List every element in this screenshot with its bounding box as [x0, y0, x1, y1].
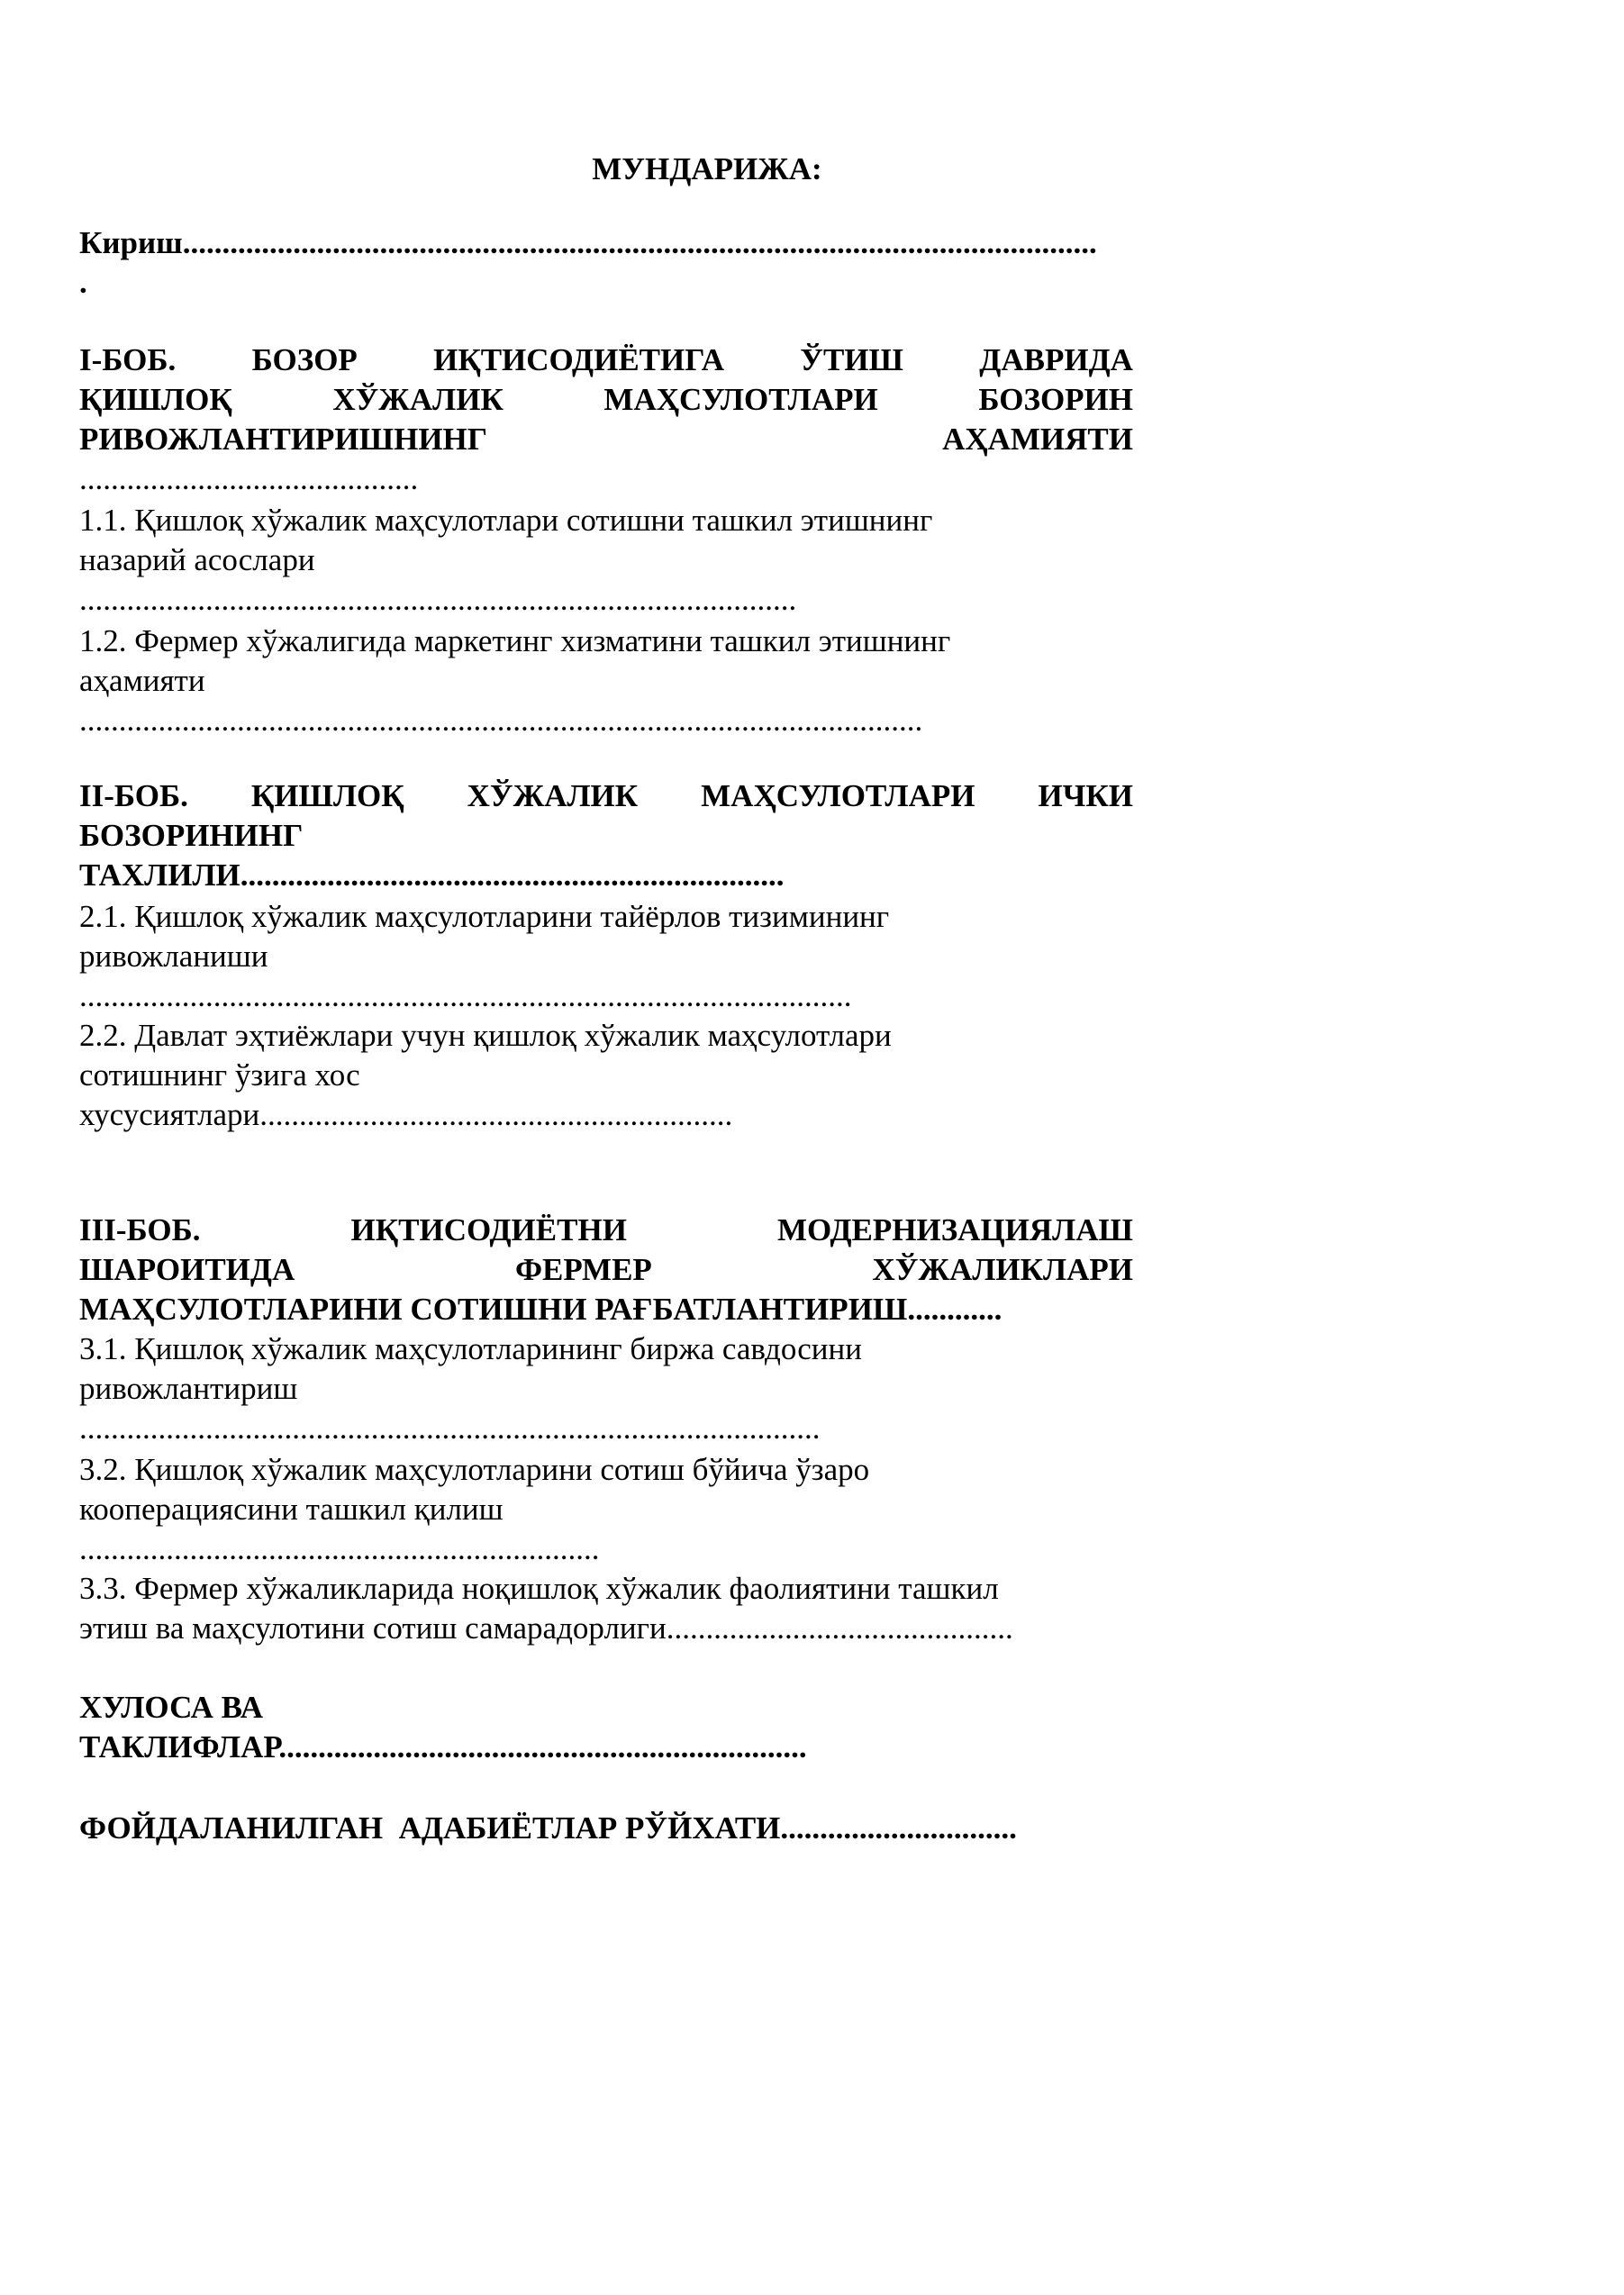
- references-leader-dots: ..............................: [780, 1810, 1017, 1846]
- toc-entry-2-1-line-2[interactable]: ривожланиши: [79, 939, 268, 974]
- word: ФЕРМЕР: [514, 1252, 652, 1287]
- word: ХЎЖАЛИК: [467, 778, 639, 813]
- toc-entry-3-3-line-2[interactable]: [79, 1609, 1133, 1648]
- word: ЎТИШ: [800, 342, 903, 377]
- conclusion-title-end: ТАКЛИФЛАР: [79, 1729, 279, 1764]
- toc-entry-1-2-line-2[interactable]: аҳамияти: [79, 663, 205, 698]
- toc-entry-1-2-leader-dots: ...........................................................................................................: [79, 703, 923, 738]
- toc-entry-2-1-line-1[interactable]: 2.1. Қишлоқ хўжалик маҳсулотларини тайёрлов тизимининг: [79, 899, 890, 934]
- toc-entry-3-2-leader-dots: ..................................................................: [79, 1531, 600, 1566]
- intro-leader-dot: .: [79, 265, 87, 300]
- toc-entry-3-2-line-1[interactable]: 3.2. Қишлоқ хўжалик маҳсулотларини сотиш бўйича ўзаро: [79, 1452, 870, 1487]
- chapter-3-leader-dots: ............: [907, 1292, 1003, 1327]
- toc-entry-2-2-end: хусусиятлари: [79, 1097, 260, 1132]
- toc-entry-2-2-line-3[interactable]: [79, 1095, 1133, 1135]
- chapter-1-leader-dots: ...........................................: [79, 461, 419, 496]
- word: I-БОБ.: [79, 342, 177, 377]
- chapter-2-title-end: ТАХЛИЛИ: [79, 857, 240, 893]
- chapter-2-leader-dots: .....................................................................: [240, 857, 785, 893]
- word: БОЗОР: [251, 342, 358, 377]
- word: ИЧКИ: [1038, 778, 1133, 813]
- references-label: ФОЙДАЛАНИЛГАН АДАБИЁТЛАР РЎЙХАТИ: [79, 1810, 781, 1846]
- chapter-2-title-line-1[interactable]: [79, 776, 1133, 816]
- chapter-1-title-line-2[interactable]: [79, 380, 1133, 420]
- chapter-1-title-line-3[interactable]: [79, 420, 1133, 459]
- chapter-2-title-line-3[interactable]: [79, 856, 1133, 895]
- word: ШАРОИТИДА: [79, 1252, 295, 1287]
- word: БОЗОРИН: [978, 382, 1133, 417]
- word: III-БОБ.: [79, 1212, 201, 1247]
- word: МАҲСУЛОТЛАРИ: [701, 778, 975, 813]
- word: ДАВРИДА: [979, 342, 1133, 377]
- references-entry[interactable]: [79, 1809, 1133, 1848]
- word: РИВОЖЛАНТИРИШНИНГ: [79, 422, 488, 457]
- chapter-1-title-line-1[interactable]: [79, 340, 1133, 380]
- chapter-3-title-line-2[interactable]: [79, 1250, 1133, 1290]
- chapter-3-title-line-3[interactable]: [79, 1290, 1133, 1329]
- toc-entry-3-2-line-2[interactable]: кооперациясини ташкил қилиш: [79, 1492, 504, 1527]
- word: МАҲСУЛОТЛАРИ: [603, 382, 878, 417]
- toc-entry-1-1-line-2[interactable]: назарий асослари: [79, 542, 315, 577]
- chapter-2-title-line-2[interactable]: БОЗОРИНИНГ: [79, 818, 304, 853]
- intro-label: Кириш: [79, 225, 183, 260]
- toc-heading: МУНДАРИЖА:: [592, 151, 822, 186]
- toc-entry-3-3-leader-dots: ............................................: [666, 1610, 1013, 1646]
- toc-entry-2-1-leader-dots: ..................................................................................................: [79, 978, 852, 1013]
- toc-entry-2-2-line-1[interactable]: 2.2. Давлат эҳтиёжлари учун қишлоқ хўжалик маҳсулотлари: [79, 1018, 892, 1053]
- conclusion-title-line-1[interactable]: ХУЛОСА ВА: [79, 1690, 264, 1725]
- word: II-БОБ.: [79, 778, 188, 813]
- toc-entry-3-3-line-1[interactable]: 3.3. Фермер хўжаликларида ноқишлоқ хўжалик фаолиятини ташкил: [79, 1571, 999, 1606]
- toc-entry-2-2-line-2[interactable]: сотишнинг ўзига хос: [79, 1057, 360, 1093]
- word: ХЎЖАЛИКЛАРИ: [872, 1252, 1133, 1287]
- intro-leader-dots: ....................................................................................................................: [182, 225, 1097, 260]
- toc-entry-1-1-leader-dots: ...........................................................................................: [79, 582, 797, 617]
- word: ИҚТИСОДИЁТИГА: [433, 342, 724, 377]
- word: ИҚТИСОДИЁТНИ: [350, 1212, 627, 1247]
- chapter-3-title-line-1[interactable]: [79, 1211, 1133, 1250]
- chapter-3-title-end: МАҲСУЛОТЛАРИНИ СОТИШНИ РАҒБАТЛАНТИРИШ: [79, 1292, 908, 1327]
- conclusion-title-line-2[interactable]: [79, 1728, 1133, 1767]
- word: ҚИШЛОҚ: [250, 778, 404, 813]
- toc-entry-2-2-leader-dots: ............................................................: [259, 1097, 733, 1132]
- toc-entry-3-3-end: этиш ва маҳсулотини сотиш самарадорлиги: [79, 1610, 667, 1646]
- word: ХЎЖАЛИК: [332, 382, 504, 417]
- toc-entry-1-2-line-1[interactable]: 1.2. Фермер хўжалигида маркетинг хизматини ташкил этишнинг: [79, 623, 951, 658]
- word: АҲАМИЯТИ: [942, 422, 1133, 457]
- word: МОДЕРНИЗАЦИЯЛАШ: [776, 1212, 1133, 1247]
- word: ҚИШЛОҚ: [79, 382, 232, 417]
- toc-entry-intro[interactable]: [79, 223, 1133, 263]
- toc-entry-3-1-leader-dots: ..............................................................................................: [79, 1411, 821, 1446]
- toc-entry-3-1-line-2[interactable]: ривожлантириш: [79, 1371, 298, 1406]
- conclusion-leader-dots: ...................................................................: [278, 1729, 807, 1764]
- toc-entry-3-1-line-1[interactable]: 3.1. Қишлоқ хўжалик маҳсулотларининг биржа савдосини: [79, 1331, 862, 1366]
- toc-entry-1-1-line-1[interactable]: 1.1. Қишлоқ хўжалик маҳсулотлари сотишни ташкил этишнинг: [79, 503, 933, 538]
